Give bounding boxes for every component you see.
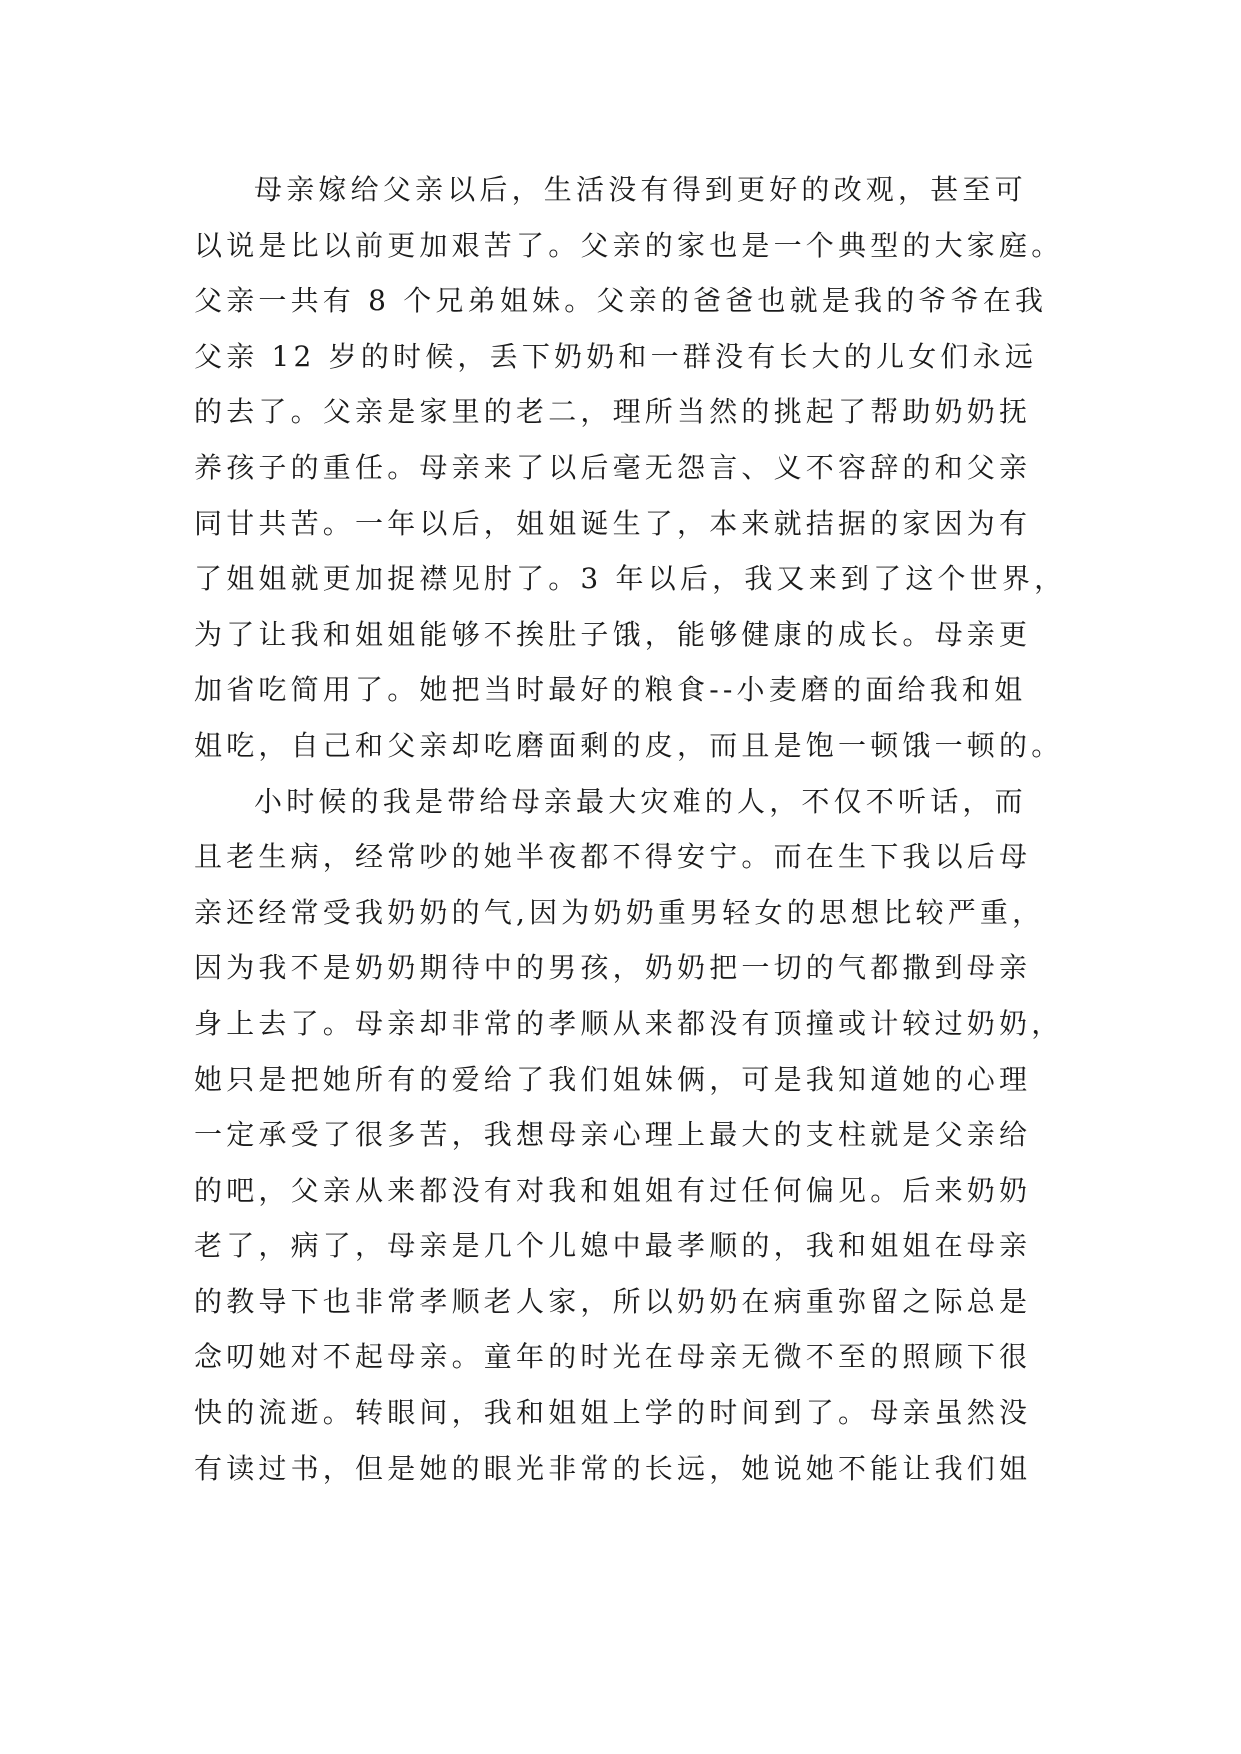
paragraph-2-line-6: 她只是把她所有的爱给了我们姐妹俩，可是我知道她的心理 — [194, 1062, 1032, 1096]
body-text — [194, 162, 1074, 1496]
paragraph-2-line-10: 的教导下也非常孝顺老人家，所以奶奶在病重弥留之际总是 — [194, 1284, 1032, 1318]
paragraph-1-line-4: 父亲 12 岁的时候，丢下奶奶和一群没有长大的儿女们永远 — [194, 339, 1038, 373]
paragraph-2-line-4: 因为我不是奶奶期待中的男孩，奶奶把一切的气都撒到母亲 — [194, 951, 1032, 985]
paragraph-2-line-3: 亲还经常受我奶奶的气,因为奶奶重男轻女的思想比较严重， — [194, 895, 1045, 929]
paragraph-2-line-9: 老了，病了，母亲是几个儿媳中最孝顺的，我和姐姐在母亲 — [194, 1229, 1032, 1263]
paragraph-2-line-7: 一定承受了很多苦，我想母亲心理上最大的支柱就是父亲给 — [194, 1118, 1032, 1152]
paragraph-2-line-12: 快的流逝。转眼间，我和姐姐上学的时间到了。母亲虽然没 — [194, 1396, 1032, 1430]
paragraph-1-line-11: 姐吃，自己和父亲却吃磨面剩的皮，而且是饱一顿饿一顿的。 — [194, 728, 1064, 762]
paragraph-2-line-13: 有读过书，但是她的眼光非常的长远，她说她不能让我们姐 — [194, 1451, 1032, 1485]
paragraph-2-line-1: 小时候的我是带给母亲最大灾难的人，不仅不听话，而 — [254, 784, 1027, 818]
paragraph-1-line-10: 加省吃简用了。她把当时最好的粮食--小麦磨的面给我和姐 — [194, 673, 1027, 707]
paragraph-1-line-7: 同甘共苦。一年以后，姐姐诞生了，本来就拮据的家因为有 — [194, 506, 1032, 540]
paragraph-2-line-2: 且老生病，经常吵的她半夜都不得安宁。而在生下我以后母 — [194, 840, 1032, 874]
paragraph-1-line-5: 的去了。父亲是家里的老二，理所当然的挑起了帮助奶奶抚 — [194, 395, 1032, 429]
paragraph-1-line-1: 母亲嫁给父亲以后，生活没有得到更好的改观，甚至可 — [254, 173, 1027, 206]
paragraph-2-line-5: 身上去了。母亲却非常的孝顺从来都没有顶撞或计较过奶奶， — [194, 1006, 1064, 1040]
paragraph-1-line-6: 养孩子的重任。母亲来了以后毫无怨言、义不容辞的和父亲 — [194, 450, 1032, 484]
paragraph-2-line-11: 念叨她对不起母亲。童年的时光在母亲无微不至的照顾下很 — [194, 1340, 1032, 1374]
paragraph-2-line-8: 的吧，父亲从来都没有对我和姐姐有过任何偏见。后来奶奶 — [194, 1173, 1032, 1207]
paragraph-1-line-2: 以说是比以前更加艰苦了。父亲的家也是一个典型的大家庭。 — [194, 228, 1064, 262]
paragraph-1-line-8: 了姐姐就更加捉襟见肘了。3 年以后，我又来到了这个世界， — [194, 562, 1067, 596]
paragraph-1-line-9: 为了让我和姐姐能够不挨肚子饿，能够健康的成长。母亲更 — [194, 617, 1032, 651]
paragraph-1-line-3: 父亲一共有 8 个兄弟姐妹。父亲的爸爸也就是我的爷爷在我 — [194, 284, 1048, 318]
